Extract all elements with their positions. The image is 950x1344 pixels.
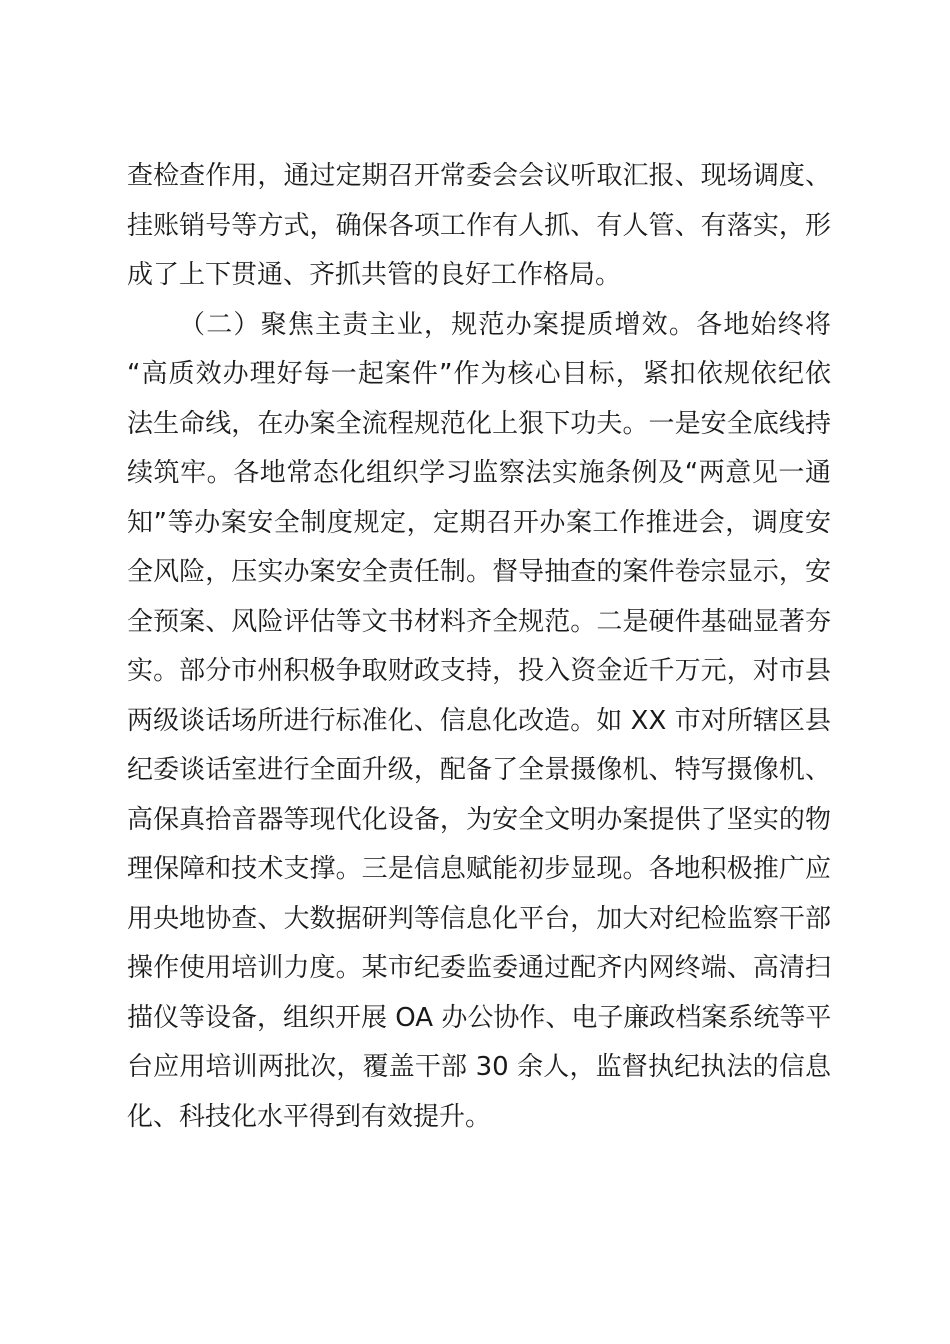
text-line: 法生命线，在办案全流程规范化上狠下功夫。一是安全底线持 bbox=[127, 408, 831, 439]
document-body bbox=[127, 152, 831, 1142]
text-line: 化、科技化水平得到有效提升。 bbox=[127, 1101, 492, 1132]
text-line: 查检查作用，通过定期召开常委会会议听取汇报、现场调度、 bbox=[127, 161, 831, 191]
text-line: 成了上下贯通、齐抓共管的良好工作格局。 bbox=[127, 260, 622, 290]
text-line: 用央地协查、大数据研判等信息化平台，加大对纪检监察干部 bbox=[127, 903, 831, 934]
text-line: 纪委谈话室进行全面升级，配备了全景摄像机、特写摄像机、 bbox=[127, 755, 831, 785]
text-line: 全风险，压实办案安全责任制。督导抽查的案件卷宗显示，安 bbox=[127, 557, 831, 587]
text-line: 实。部分市州积极争取财政支持，投入资金近千万元，对市县 bbox=[127, 656, 831, 686]
text-line: 挂账销号等方式，确保各项工作有人抓、有人管、有落实，形 bbox=[127, 210, 831, 241]
section-heading-line: （二）聚焦主责主业，规范办案提质增效。各地始终将 bbox=[179, 309, 831, 340]
text-line: “高质效办理好每一起案件”作为核心目标，紧扣依规依纪依 bbox=[127, 359, 831, 389]
text-line: 理保障和技术支撑。三是信息赋能初步显现。各地积极推广应 bbox=[127, 854, 831, 884]
text-line: 描仪等设备，组织开展 OA 办公协作、电子廉政档案系统等平 bbox=[127, 1002, 832, 1033]
text-line: 知”等办案安全制度规定，定期召开办案工作推进会，调度安 bbox=[127, 507, 831, 538]
text-line: 两级谈话场所进行标准化、信息化改造。如 XX 市对所辖区县 bbox=[127, 705, 831, 736]
text-line: 全预案、风险评估等文书材料齐全规范。二是硬件基础显著夯 bbox=[127, 606, 831, 637]
text-line: 续筑牢。各地常态化组织学习监察法实施条例及“两意见一通 bbox=[127, 458, 831, 488]
text-line: 台应用培训两批次，覆盖干部 30 余人，监督执纪执法的信息 bbox=[127, 1052, 831, 1082]
text-line: 高保真拾音器等现代化设备，为安全文明办案提供了坚实的物 bbox=[127, 804, 831, 835]
text-line: 操作使用培训力度。某市纪委监委通过配齐内网终端、高清扫 bbox=[127, 953, 831, 983]
